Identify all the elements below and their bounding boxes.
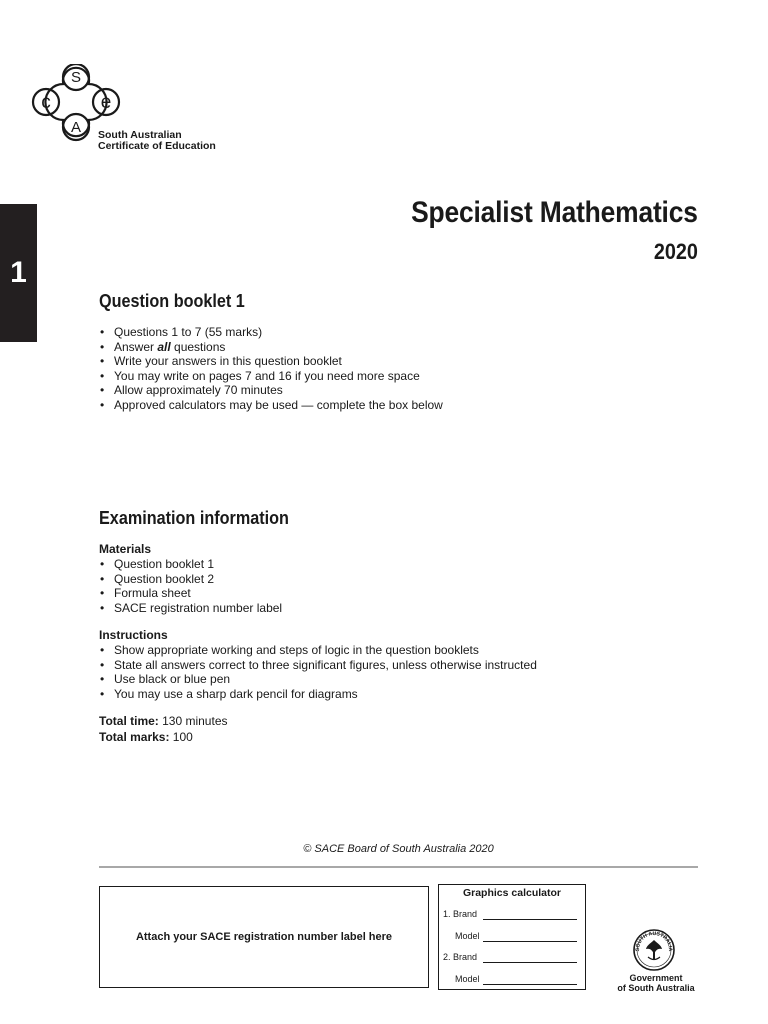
list-item: • Approved calculators may be used — complete the box below: [99, 398, 443, 413]
government-logo-text: [600, 973, 712, 993]
copyright-notice: © SACE Board of South Australia 2020: [303, 843, 494, 855]
logo-line-1: South Australian: [98, 129, 182, 141]
model-2-row[interactable]: [443, 974, 581, 986]
brand-2-row[interactable]: [443, 952, 581, 964]
list-item: [99, 340, 443, 355]
total-marks: [99, 730, 228, 746]
logo-letter-e: e: [100, 92, 112, 113]
exam-info-title: Examination information: [99, 508, 289, 528]
list-item: • Question booklet 1: [99, 557, 282, 572]
registration-label-box[interactable]: [99, 886, 429, 988]
list-item: • Allow approximately 70 minutes: [99, 383, 443, 398]
list-item: • Show appropriate working and steps of logic in the question booklets: [99, 643, 537, 658]
government-crest-icon: [632, 928, 676, 972]
instructions-list: [99, 643, 537, 701]
booklet-number-tab: [0, 204, 37, 342]
list-item-text: Answer: [114, 339, 158, 354]
list-item: • You may write on pages 7 and 16 if you need more space: [99, 369, 443, 384]
subject-title: Specialist Mathematics: [411, 196, 698, 229]
brand-1-row[interactable]: [443, 909, 581, 921]
logo-letter-s: S: [70, 69, 82, 86]
exam-year: 2020: [653, 239, 698, 264]
total-marks-label: Total marks:: [99, 729, 170, 744]
list-item: • SACE registration number label: [99, 601, 282, 616]
list-item-text: questions: [170, 339, 226, 354]
list-item: • Question booklet 2: [99, 572, 282, 587]
logo-letter-a: A: [70, 119, 82, 136]
brand-2-label: 2. Brand: [443, 952, 478, 962]
logo-text: [98, 130, 216, 152]
graphics-calculator-box: [438, 884, 586, 990]
instructions-heading: Instructions: [99, 628, 168, 642]
brand-1-line[interactable]: [483, 919, 577, 920]
list-item: • Use black or blue pen: [99, 672, 537, 687]
materials-heading: Materials: [99, 542, 152, 556]
total-time-value: 130 minutes: [158, 714, 228, 728]
list-item: • Formula sheet: [99, 586, 282, 601]
calculator-box-title: Graphics calculator: [462, 887, 562, 899]
crest-text: SOUTH AUSTRALIA: [634, 930, 674, 952]
model-1-label: Model: [455, 931, 480, 941]
model-2-label: Model: [455, 974, 480, 984]
total-time: [99, 714, 228, 730]
logo-letter-c: c: [41, 92, 51, 113]
list-item: • You may use a sharp dark pencil for diagrams: [99, 687, 537, 702]
emphasis-text: all: [157, 339, 171, 354]
brand-2-line[interactable]: [483, 962, 577, 963]
label-box-text: Attach your SACE registration number label here: [135, 931, 393, 943]
total-time-label: Total time:: [99, 714, 159, 728]
list-item: • State all answers correct to three significant figures, unless otherwise instructed: [99, 658, 537, 673]
logo-line-2: Certificate of Education: [98, 140, 216, 152]
gov-line-1: Government: [629, 973, 683, 983]
totals: [99, 714, 228, 745]
instructions-section: [99, 628, 537, 701]
model-2-line[interactable]: [483, 984, 577, 985]
brand-1-label: 1. Brand: [443, 909, 478, 919]
divider: [99, 866, 698, 868]
gov-line-2: of South Australia: [617, 983, 695, 993]
model-1-line[interactable]: [483, 941, 577, 942]
booklet-title: Question booklet 1: [99, 291, 245, 311]
total-marks-value: 100: [169, 729, 193, 744]
materials-list: [99, 557, 282, 615]
list-item: • Questions 1 to 7 (55 marks): [99, 325, 443, 340]
booklet-info-list: [99, 325, 443, 413]
booklet-number: 1: [10, 256, 27, 289]
model-1-row[interactable]: [443, 931, 581, 943]
materials-section: [99, 542, 282, 615]
list-item: • Write your answers in this question booklet: [99, 354, 443, 369]
